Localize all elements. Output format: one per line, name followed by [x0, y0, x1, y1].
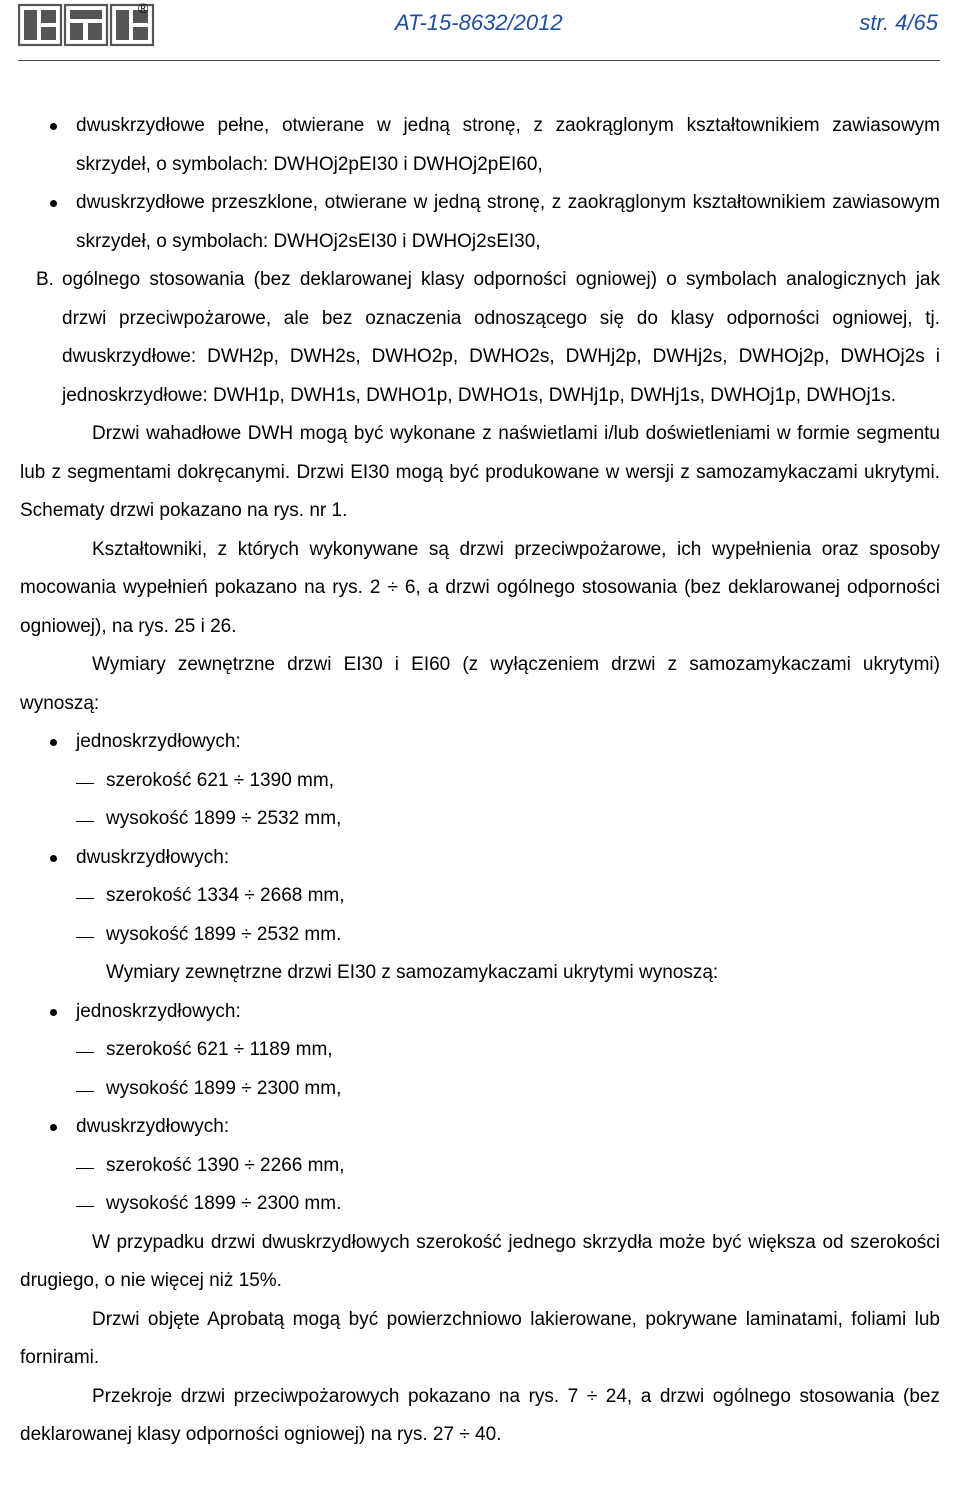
list-item: dwuskrzydłowe przeszklone, otwierane w jedną stronę, z zaokrąglonym kształtownikiem zawiasowym skrzydeł, o symbolach: DWHOj2sEI30 i DWHOj2sEI30, — [20, 184, 940, 261]
document-id: AT-15-8632/2012 — [395, 10, 563, 35]
list-item: jednoskrzydłowych: — [20, 723, 940, 762]
header-rule — [18, 60, 940, 61]
paragraph: Kształtowniki, z których wykonywane są drzwi przeciwpożarowe, ich wypełnienia oraz sposoby mocowania wypełnień pokazano na rys. 2 ÷ 6, a drzwi ogólnego stosowania (bez deklarowanej odporności ogniowej), na rys. 25 i 26. — [20, 538, 940, 637]
itb-logo — [18, 3, 158, 47]
bullet-icon — [50, 1009, 57, 1016]
bullet-icon — [50, 1124, 57, 1131]
paragraph: Wymiary zewnętrzne drzwi EI30 z samozamykaczami ukrytymi wynoszą: — [106, 962, 719, 983]
list-item: jednoskrzydłowych: — [20, 993, 940, 1032]
bullet-icon — [50, 200, 57, 207]
list-item: dwuskrzydłowych: — [20, 1108, 940, 1147]
dash-icon — [76, 1091, 94, 1092]
dimension-item: wysokość 1899 ÷ 2532 mm, — [20, 800, 940, 839]
dimension-item: wysokość 1899 ÷ 2300 mm, — [20, 1070, 940, 1109]
paragraph: Przekroje drzwi przeciwpożarowych pokazano na rys. 7 ÷ 24, a drzwi ogólnego stosowania (bez deklarowanej klasy odporności ogniowej) na rys. 27 ÷ 40. — [20, 1385, 940, 1445]
dash-icon — [76, 898, 94, 899]
dash-icon — [76, 783, 94, 784]
dimension-item: szerokość 1390 ÷ 2266 mm, — [20, 1147, 940, 1186]
dimension-item: wysokość 1899 ÷ 2300 mm. — [20, 1185, 940, 1224]
registered-mark: ® — [138, 0, 149, 16]
item-letter: B. — [36, 269, 54, 290]
bullet-icon — [50, 855, 57, 862]
paragraph: Wymiary zewnętrzne drzwi EI30 i EI60 (z wyłączeniem drzwi z samozamykaczami ukrytymi) wynoszą: — [20, 654, 940, 714]
paragraph: Drzwi wahadłowe DWH mogą być wykonane z naświetlami i/lub doświetleniami w formie segmentu lub z segmentami dokręcanymi. Drzwi EI30 mogą być produkowane w wersji z samozamykaczami ukrytymi. Schematy drzwi pokazano na rys. nr 1. — [20, 423, 940, 521]
dimension-item: szerokość 621 ÷ 1189 mm, — [20, 1031, 940, 1070]
list-item: dwuskrzydłowych: — [20, 839, 940, 878]
dash-icon — [76, 1168, 94, 1169]
lettered-item-b: B. ogólnego stosowania (bez deklarowanej klasy odporności ogniowej) o symbolach analogicznych jak drzwi przeciwpożarowe, ale bez oznaczenia odnoszącego się do klasy odporności ogniowej, tj. dwuskrzydłowe: DWH2p, DWH2s, DWHO2p, DWHO2s, DWHj2p, DWHj2s, DWHOj2p, DWHOj2s i jednoskrzydłowe: DWH1p, DWH1s, DWHO1p, DWHO1s, DWHj1p, DWHj1s, DWHOj1p, DWHOj1s. — [20, 261, 940, 415]
paragraph: Drzwi objęte Aprobatą mogą być powierzchniowo lakierowane, pokrywane laminatami, foliami lub fornirami. — [20, 1308, 940, 1368]
page-number: str. 4/65 — [859, 10, 938, 35]
dash-icon — [76, 937, 94, 938]
paragraph: W przypadku drzwi dwuskrzydłowych szerokość jednego skrzydła może być większa od szerokości drugiego, o nie więcej niż 15%. — [20, 1231, 940, 1291]
dash-icon — [76, 1206, 94, 1207]
document-body — [20, 107, 940, 1455]
dash-icon — [76, 1052, 94, 1053]
bullet-icon — [50, 123, 57, 130]
page-header — [0, 0, 960, 64]
dimension-item: wysokość 1899 ÷ 2532 mm. — [20, 916, 940, 955]
dimension-item: szerokość 621 ÷ 1390 mm, — [20, 762, 940, 801]
dimension-item: szerokość 1334 ÷ 2668 mm, — [20, 877, 940, 916]
bullet-icon — [50, 739, 57, 746]
list-item: dwuskrzydłowe pełne, otwierane w jedną stronę, z zaokrąglonym kształtownikiem zawiasowym skrzydeł, o symbolach: DWHOj2pEI30 i DWHOj2pEI60, — [20, 107, 940, 184]
dash-icon — [76, 821, 94, 822]
